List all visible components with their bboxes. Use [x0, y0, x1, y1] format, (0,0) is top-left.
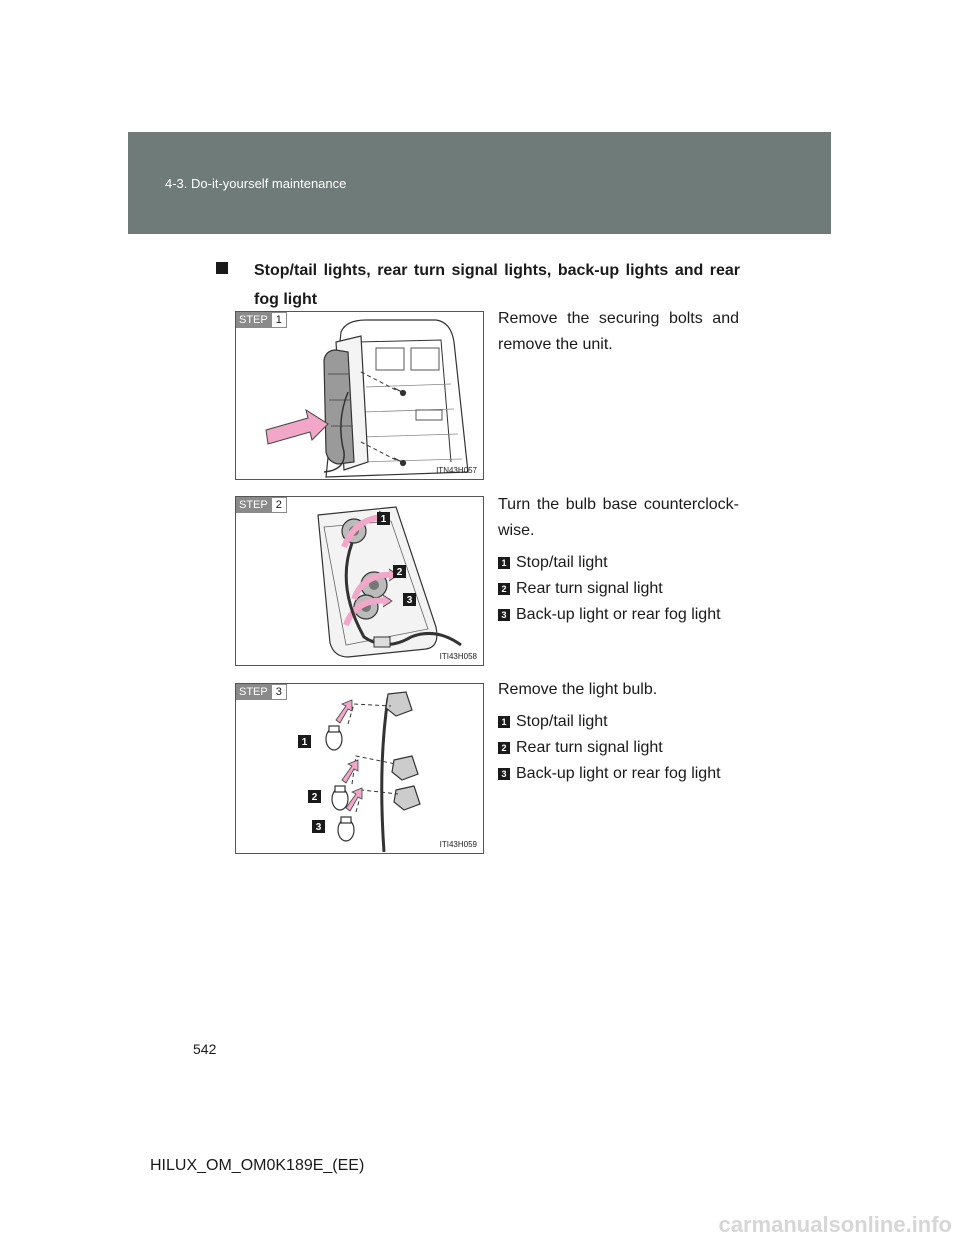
bulb-removal-illustration [236, 684, 483, 853]
svg-text:2: 2 [311, 792, 318, 803]
bullet-square-icon [216, 262, 228, 274]
heading-text: Stop/tail lights, rear turn signal lights, back-up lights and rear fog light [254, 262, 740, 308]
svg-text:3: 3 [406, 595, 413, 606]
step-1-description [498, 306, 739, 358]
tail-lamp-removal-illustration [236, 312, 483, 479]
step-number: 3 [272, 684, 287, 700]
svg-text:3: 3 [315, 822, 322, 833]
step-3-text: Remove the light bulb. [498, 681, 658, 698]
list-item [498, 576, 739, 602]
step-number: 2 [272, 497, 287, 513]
callout-label: Back-up light or rear fog light [516, 606, 721, 623]
callout-number-icon: 2 [498, 742, 510, 754]
step-3-description [498, 677, 739, 787]
callout-label: Back-up light or rear fog light [516, 765, 721, 782]
callout-label: Rear turn signal light [516, 739, 663, 756]
step-1-text: Remove the securing bolts and remove the unit. [498, 310, 739, 353]
watermark: carmanualsonline.info [718, 1212, 952, 1237]
step-2-text: Turn the bulb base counterclock-wise. [498, 496, 739, 539]
callout-number-icon: 3 [498, 609, 510, 621]
svg-text:1: 1 [380, 514, 387, 525]
callout-label: Stop/tail light [516, 713, 608, 730]
page-header [128, 132, 831, 234]
figure-code: ITN43H057 [436, 466, 477, 475]
callout-label: Stop/tail light [516, 554, 608, 571]
step-label: STEP [236, 312, 272, 328]
list-item [498, 735, 739, 761]
section-title: 4-3. Do-it-yourself maintenance [165, 176, 347, 191]
step-3-callouts [498, 709, 739, 787]
callout-number-icon: 3 [498, 768, 510, 780]
step-1-figure [235, 311, 484, 480]
step-2-tag [236, 497, 287, 513]
list-item [498, 602, 739, 628]
document-code: HILUX_OM_OM0K189E_(EE) [150, 1157, 365, 1174]
step-number: 1 [272, 312, 287, 328]
callout-label: Rear turn signal light [516, 580, 663, 597]
bulb-base-turn-illustration [236, 497, 483, 665]
list-item [498, 550, 739, 576]
list-item [498, 709, 739, 735]
callout-number-icon: 2 [498, 583, 510, 595]
step-label: STEP [236, 684, 272, 700]
callout-number-icon: 1 [498, 716, 510, 728]
callout-number-icon: 1 [498, 557, 510, 569]
list-item [498, 761, 739, 787]
step-2-callouts [498, 550, 739, 628]
step-1-tag [236, 312, 287, 328]
step-3-figure [235, 683, 484, 854]
page-number: 542 [193, 1041, 217, 1057]
svg-text:2: 2 [396, 567, 403, 578]
svg-text:1: 1 [301, 737, 308, 748]
step-3-tag [236, 684, 287, 700]
step-2-description [498, 492, 739, 628]
figure-code: ITI43H058 [439, 652, 477, 661]
step-label: STEP [236, 497, 272, 513]
step-2-figure [235, 496, 484, 666]
figure-code: ITI43H059 [439, 840, 477, 849]
